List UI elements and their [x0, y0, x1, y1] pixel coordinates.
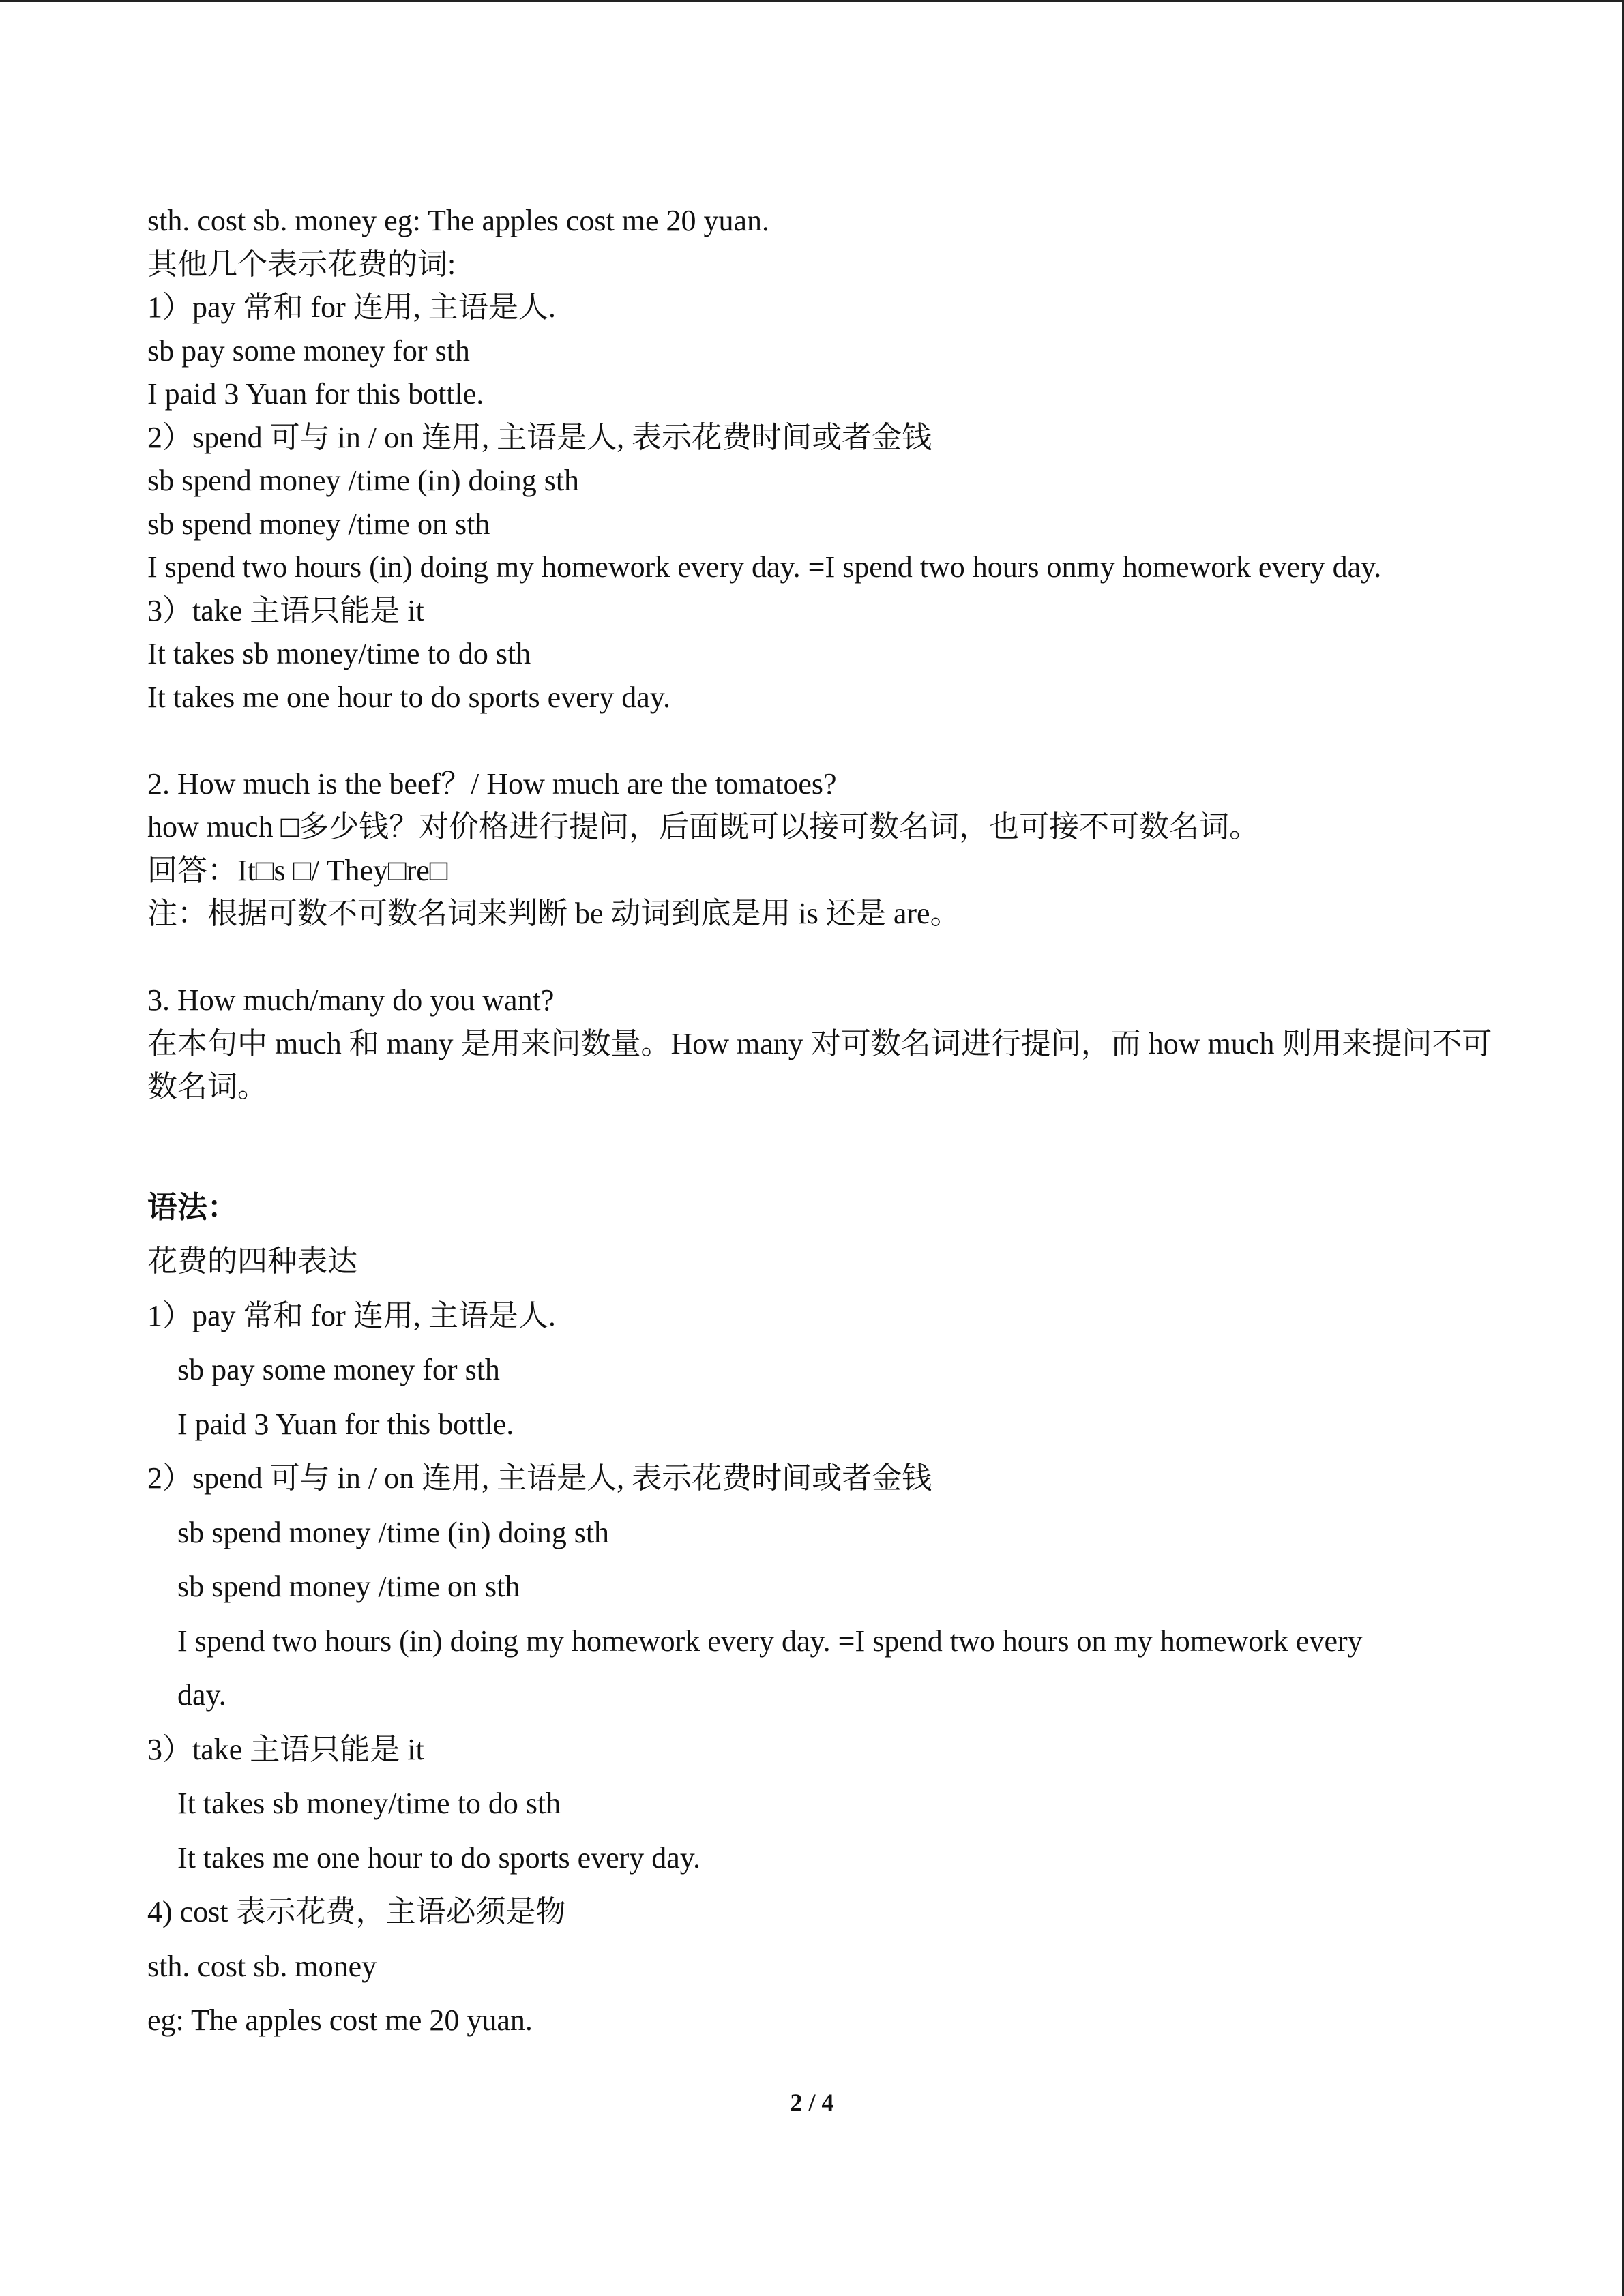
blank-line [147, 719, 1505, 762]
grammar-example: I paid 3 Yuan for this bottle. [177, 1407, 514, 1441]
grammar-subtitle: 花费的四种表达 [147, 1244, 357, 1278]
grammar-item: 1）pay 常和 for 连用, 主语是人. [147, 1298, 556, 1332]
top-border [0, 0, 1624, 2]
notes-section [147, 199, 1505, 1109]
grammar-example: It takes me one hour to do sports every day. [177, 1840, 700, 1875]
note-line: sb spend money /time (in) doing sth [147, 464, 580, 497]
point-2-line: 注：根据可数不可数名词来判断 be 动词到底是用 is 还是 are。 [147, 897, 960, 930]
point-3-title: 3. How much/many do you want? [147, 983, 555, 1017]
page-number: 2 / 4 [790, 2089, 834, 2116]
point-3-line: 在本句中 much 和 many 是用来问数量。How many 对可数名词进行提问，而 how much 则用来提问不可数名词。 [147, 1026, 1492, 1103]
note-line: sb spend money /time on sth [147, 507, 490, 541]
note-line: sb pay some money for sth [147, 333, 470, 368]
blank-line [147, 936, 1505, 979]
grammar-example: It takes sb money/time to do sth [177, 1787, 561, 1820]
note-line: 2）spend 可与 in / on 连用, 主语是人, 表示花费时间或者金钱 [147, 420, 932, 454]
point-2-title: 2. How much is the beef？/ How much are the tomatoes? [147, 766, 837, 801]
grammar-example: sb pay some money for sth [177, 1353, 500, 1386]
grammar-heading: 语法： [147, 1190, 237, 1224]
grammar-item: 4) cost 表示花费，主语必须是物 [147, 1895, 566, 1928]
grammar-section [147, 1180, 1505, 2048]
point-2-line: 回答：It□s □/ They□re□ [147, 853, 448, 887]
note-line: It takes me one hour to do sports every day. [147, 680, 670, 714]
note-line: sth. cost sb. money eg: The apples cost me 20 yuan. [147, 204, 770, 237]
grammar-example: sth. cost sb. money [147, 1949, 377, 1983]
note-line: I paid 3 Yuan for this bottle. [147, 377, 484, 411]
grammar-example: sb spend money /time on sth [177, 1570, 520, 1603]
grammar-example: eg: The apples cost me 20 yuan. [147, 2003, 533, 2037]
note-line: I spend two hours (in) doing my homework every day. =I spend two hours onmy homework every day. [147, 550, 1382, 584]
note-line: 1）pay 常和 for 连用, 主语是人. [147, 290, 556, 324]
point-2-line: how much □多少钱？对价格进行提问，后面既可以接可数名词，也可接不可数名词。 [147, 810, 1260, 844]
section-gap [147, 1109, 1505, 1180]
grammar-item: 2）spend 可与 in / on 连用, 主语是人, 表示花费时间或者金钱 [147, 1461, 932, 1495]
grammar-item: 3）take 主语只能是 it [147, 1732, 424, 1766]
grammar-example: day. [177, 1678, 226, 1712]
note-line: It takes sb money/time to do sth [147, 637, 531, 670]
note-line: 其他几个表示花费的词: [147, 247, 456, 281]
note-line: 3）take 主语只能是 it [147, 593, 424, 627]
grammar-example: I spend two hours (in) doing my homework every day. =I spend two hours on my homework every [177, 1624, 1363, 1658]
document-body [147, 199, 1505, 2048]
grammar-example: sb spend money /time (in) doing sth [177, 1515, 610, 1549]
